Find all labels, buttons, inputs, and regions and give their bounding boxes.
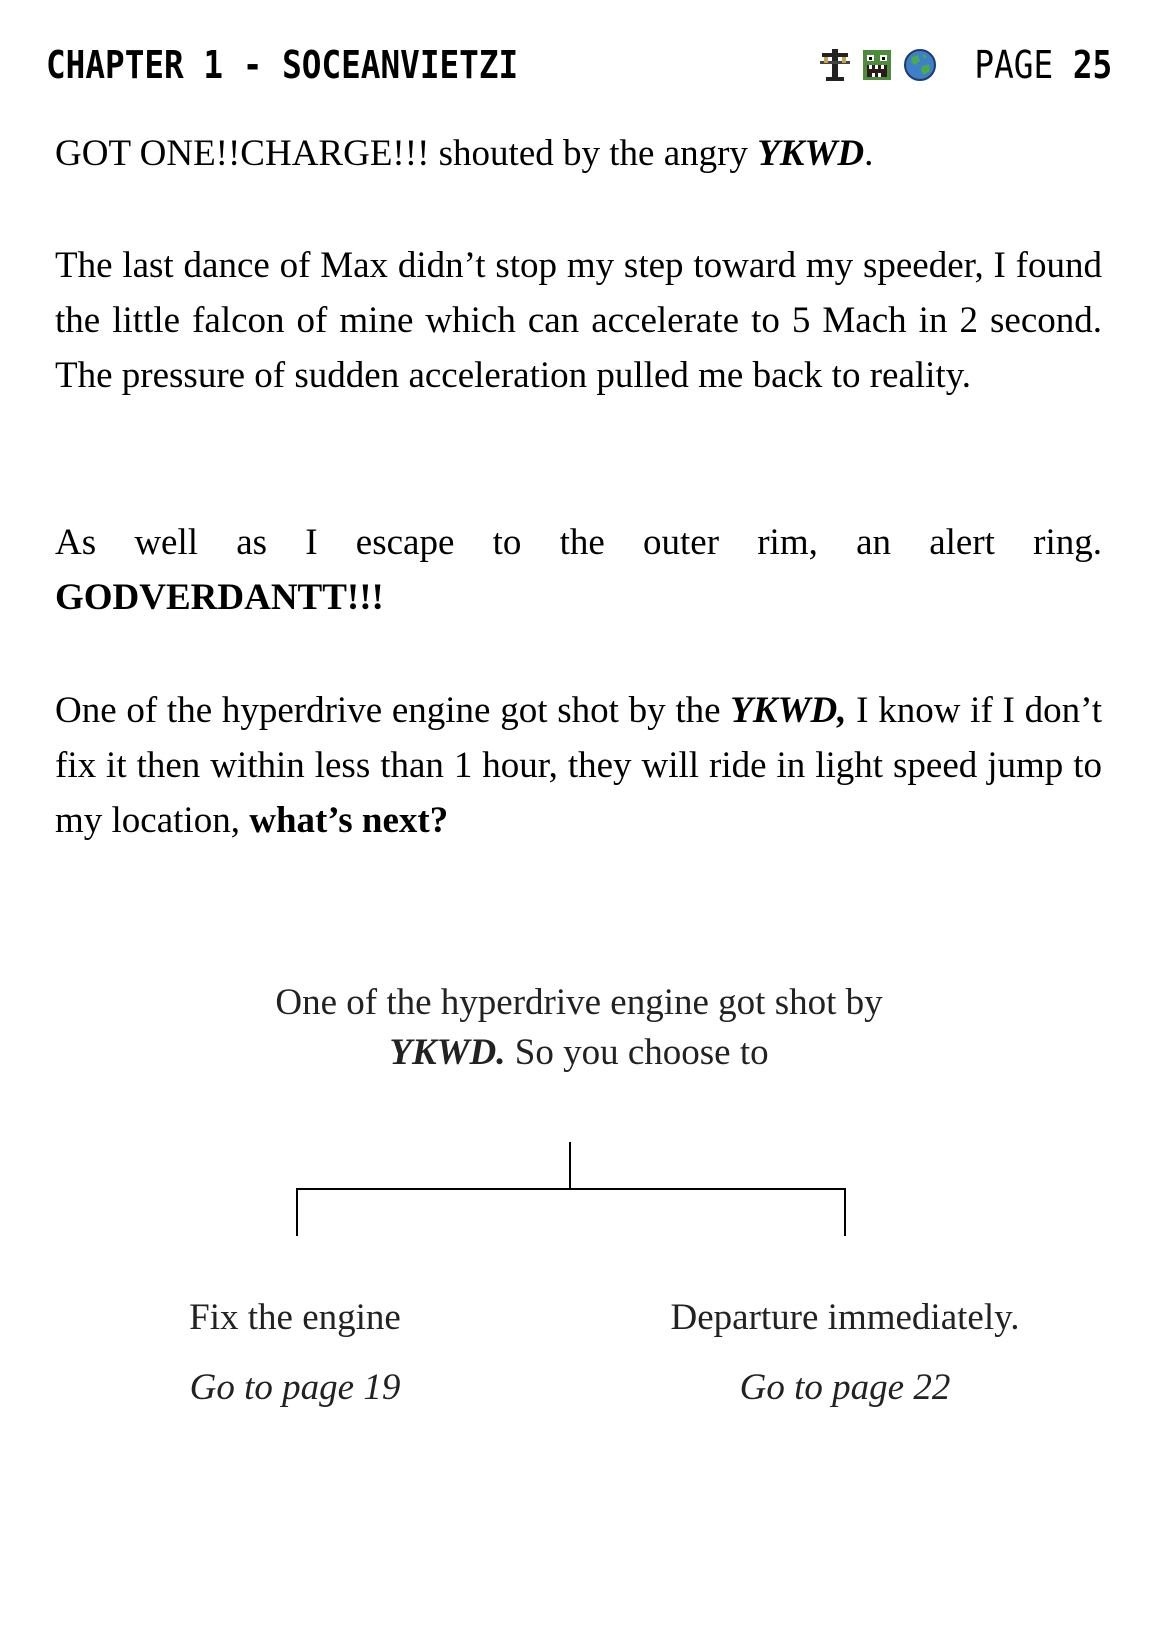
story-paragraph-4	[55, 683, 1102, 848]
option-departure-goto: Go to page 22	[739, 1367, 951, 1408]
header-icons	[818, 47, 938, 83]
p1-ykwd: YKWD	[757, 133, 865, 174]
choice-prompt	[0, 978, 1158, 1078]
page-header	[46, 40, 1112, 90]
option-fix-engine-goto: Go to page 19	[189, 1367, 401, 1408]
option-fix-engine-label: Fix the engine	[189, 1297, 401, 1338]
story-paragraph-1	[55, 126, 1102, 181]
choice-prompt-rest: So you choose to	[505, 1032, 769, 1073]
page-number-label	[974, 43, 1112, 87]
option-fix-engine[interactable]	[145, 1283, 445, 1423]
p3-text: As well as I escape to the outer rim, an alert ring.	[55, 522, 1102, 563]
p1-text: GOT ONE!!CHARGE!!! shouted by the angry	[55, 133, 758, 174]
globe-icon	[902, 47, 938, 83]
option-departure-label: Departure immediately.	[670, 1297, 1020, 1338]
p4-ykwd: YKWD,	[730, 690, 847, 731]
p1-end: .	[864, 133, 874, 174]
p3-alert: GODVERDANTT!!!	[55, 577, 384, 618]
page-number: 25	[1072, 43, 1112, 87]
page-prefix: PAGE	[974, 43, 1053, 87]
story-paragraph-2	[55, 238, 1102, 403]
p4-text1: One of the hyperdrive engine got shot by the	[55, 690, 731, 731]
choice-prompt-line-1: One of the hyperdrive engine got shot by	[275, 982, 883, 1023]
header-right	[818, 43, 1112, 87]
trophy-icon	[818, 47, 852, 83]
p4-question: what’s next?	[249, 800, 449, 841]
p2-text: The last dance of Max didn’t stop my step toward my speeder, I found the little falcon of mine which can accelerate to 5 Mach in 2 second. The pressure of sudden acceleration pulled me back to reality.	[55, 245, 1102, 396]
chapter-title: CHAPTER 1 - SOCEANVIETZI	[46, 43, 519, 87]
choice-branch-diagram	[0, 1140, 1158, 1240]
story-paragraph-3	[55, 515, 1102, 625]
p4-text2: I know if I don’t fix it then within less than 1 hour, they will ride in light speed jump to my location,	[55, 690, 1102, 841]
option-departure[interactable]	[630, 1283, 1060, 1423]
choice-prompt-ykwd: YKWD.	[389, 1032, 506, 1073]
choice-prompt-line-2	[0, 1028, 1158, 1078]
monster-face-icon	[860, 47, 894, 83]
